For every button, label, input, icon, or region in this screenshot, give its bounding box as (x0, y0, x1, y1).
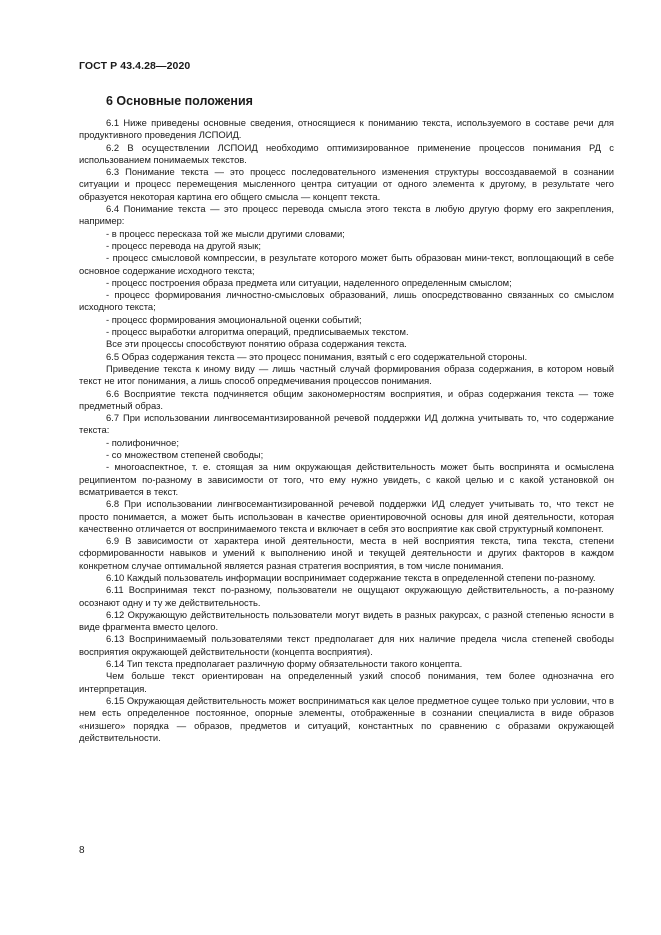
paragraph: Чем больше текст ориентирован на определенный узкий способ понимания, тем более однозначна его интерпретация. (79, 670, 614, 694)
paragraph: 6.11 Воспринимая текст по-разному, пользователи не ощущают окружающую действительность, а по-разному осознают одну и ту же действительность. (79, 584, 614, 608)
list-item: - процесс формирования личностно-смысловых образований, лишь опосредствованно связанных со смыслом исходного текста; (79, 289, 614, 313)
list-item: - полифоничное; (106, 436, 179, 448)
list-item: - процесс выработки алгоритма операций, предписываемых текстом. (106, 326, 409, 338)
paragraph: 6.13 Воспринимаемый пользователями текст предполагает для них наличие предела числа степеней свободы восприятия окружающей действительности (концепта восприятия). (79, 633, 614, 657)
paragraph: 6.7 При использовании лингвосемантизированной речевой поддержки ИД должна учитывать то, что содержание текста: (79, 412, 614, 436)
section-title: 6 Основные положения (106, 94, 253, 108)
page-number: 8 (79, 845, 85, 856)
paragraph: 6.2 В осуществлении ЛСПОИД необходимо оптимизированное применение процессов понимания РД с использованием понимаемых текстов. (79, 141, 614, 165)
paragraph: 6.12 Окружающую действительность пользователи могут видеть в разных ракурсах, с разной степенью ясности в виде фрагмента вместо целого. (79, 608, 614, 633)
paragraph: 6.15 Окружающая действительность может восприниматься как целое предметное сущее только при условии, что в нем есть определенное постоянное, опорные элементы, отображенные в сознании специалиста в виде образов «низшего» порядка — образов, предметов и ситуаций, константных по сравнению с образами окружающей действительности. (79, 694, 614, 743)
list-item: - со множеством степеней свободы; (106, 449, 264, 461)
paragraph: Все эти процессы способствуют понятию образа содержания текста. (106, 338, 407, 350)
list-item: - многоаспектное, т. е. стоящая за ним окружающая действительность может быть воспринята и осмыслена реципиентом по-разному в зависимости от того, что ему нужно увидеть, с какой целью и с какой установкой он всматривается в текст. (79, 461, 614, 497)
list-item: - в процесс пересказа той же мысли другими словами; (106, 227, 345, 239)
paragraph: 6.14 Тип текста предполагает различную форму обязательности такого концепта. (106, 658, 463, 670)
list-item: - процесс формирования эмоциональной оценки событий; (106, 313, 362, 325)
list-item: - процесс перевода на другой язык; (106, 239, 261, 251)
paragraph: 6.5 Образ содержания текста — это процесс понимания, взятый с его содержательной стороны. (106, 350, 528, 362)
paragraph: 6.6 Восприятие текста подчиняется общим закономерностям восприятия, и образ содержания текста — тоже предметный образ. (79, 387, 614, 411)
paragraph: 6.1 Ниже приведены основные сведения, относящиеся к пониманию текста, используемого в составе речи для продуктивного проведения ЛСПОИД. (79, 117, 614, 141)
paragraph: 6.3 Понимание текста — это процесс последовательного изменения структуры воссоздаваемой в сознании ситуации и процесс перемещения мысленного центра ситуации от одного элемента к другому, в результате чего образуется некоторая картина его общего смысла — концепт текста. (79, 166, 614, 202)
paragraph: 6.4 Понимание текста — это процесс перевода смысла этого текста в любую другую форму его закрепления, например: (79, 203, 614, 227)
paragraph: Приведение текста к иному виду — лишь частный случай формирования образа содержания, в котором новый текст не итог понимания, а лишь способ опредмечивания процессов понимания. (79, 362, 614, 387)
paragraph: 6.10 Каждый пользователь информации воспринимает содержание текста в определенной степени по-разному. (106, 571, 596, 583)
document-body (79, 117, 614, 744)
document-code-header: ГОСТ Р 43.4.28—2020 (79, 60, 191, 72)
paragraph: 6.8 При использовании лингвосемантизированной речевой поддержки ИД следует учитывать то, что текст не просто понимается, а может быть использован в качестве ориентировочной основы для иной деятельности, которая качественно отличается от воспринимаемого текста и включает в себя это восприятие как свой структурный компонент. (79, 498, 614, 534)
paragraph: 6.9 В зависимости от характера иной деятельности, места в ней восприятия текста, типа текста, степени сформированности навыков и умений к выполнению иной и текущей деятельности и других факторов в каждом конкретном случае оптимальной является разная стратегия восприятия, в том числе понимания. (79, 535, 614, 571)
list-item: - процесс построения образа предмета или ситуации, наделенного определенным смыслом; (106, 276, 512, 288)
list-item: - процесс смысловой компрессии, в результате которого может быть образован мини-текст, воплощающий в себе основное содержание исходного текста; (79, 252, 614, 276)
